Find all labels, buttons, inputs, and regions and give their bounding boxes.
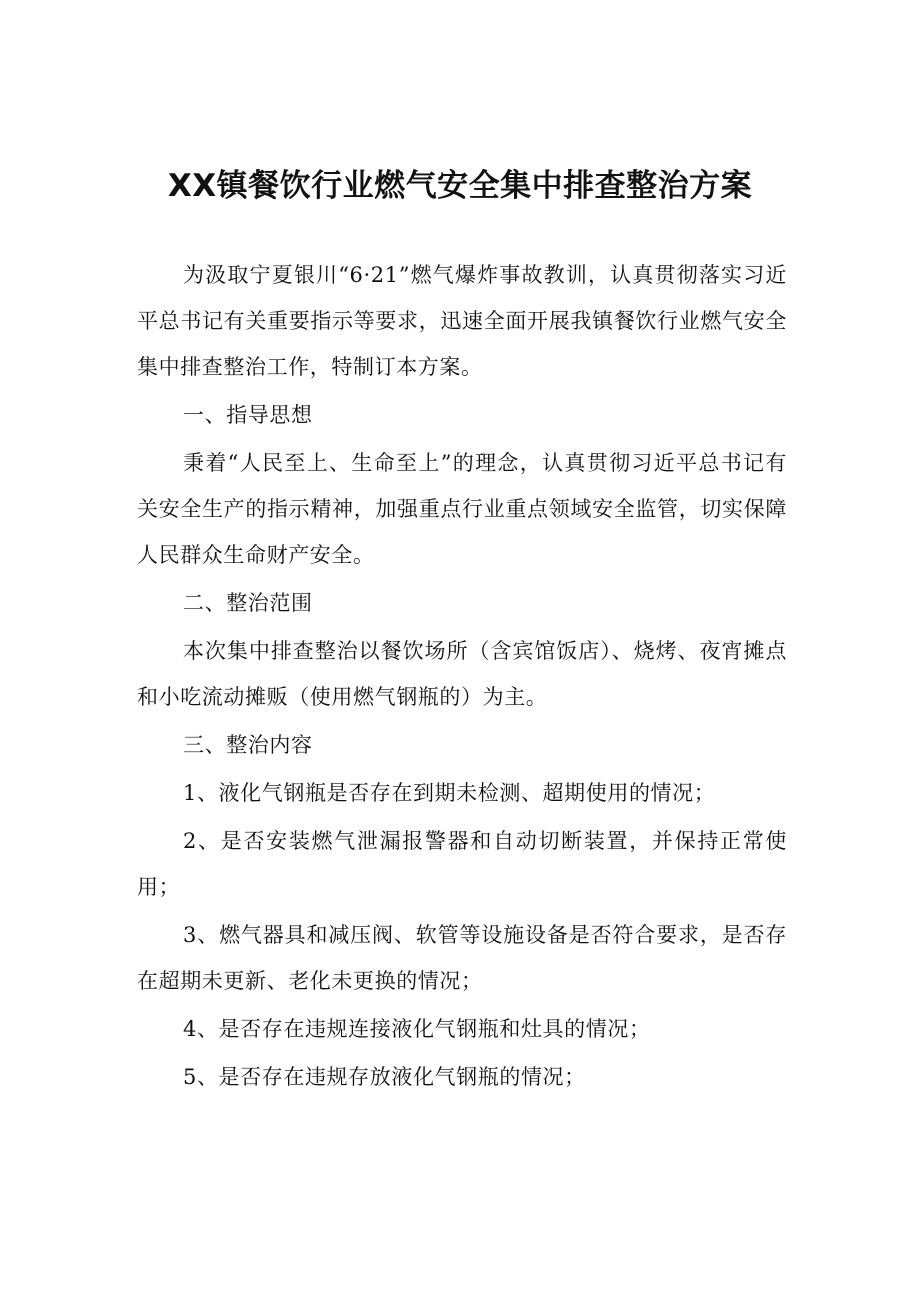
section-heading-content: 三、整治内容: [183, 733, 313, 757]
list-item-4: 4、是否存在违规连接液化气钢瓶和灶具的情况；: [183, 1017, 651, 1041]
section-heading-guiding-ideology: 一、指导思想: [183, 403, 313, 427]
paragraph-guiding-ideology: 秉着“人民至上、生命至上”的理念，认真贯彻习近平总书记有关安全生产的指示精神，加强重点行业重点领域安全监管，切实保障人民群众生命财产安全。: [137, 451, 787, 567]
list-item-5: 5、是否存在违规存放液化气钢瓶的情况；: [183, 1065, 586, 1089]
list-item-2: 2、是否安装燃气泄漏报警器和自动切断装置，并保持正常使用；: [137, 829, 787, 899]
list-item-1: 1、液化气钢瓶是否存在到期未检测、超期使用的情况；: [183, 781, 716, 805]
page-title: XX镇餐饮行业燃气安全集中排查整治方案: [167, 168, 753, 204]
paragraph-intro: 为汲取宁夏银川“6·21”燃气爆炸事故教训，认真贯彻落实习近平总书记有关重要指示等要求，迅速全面开展我镇餐饮行业燃气安全集中排查整治工作，特制订本方案。: [137, 263, 787, 379]
list-item-3: 3、燃气器具和减压阀、软管等设施设备是否符合要求，是否存在超期未更新、老化未更换的情况；: [137, 923, 787, 993]
document-body: [137, 252, 787, 1102]
section-heading-scope: 二、整治范围: [183, 591, 313, 615]
paragraph-scope: 本次集中排查整治以餐饮场所（含宾馆饭店）、烧烤、夜宵摊点和小吃流动摊贩（使用燃气钢瓶的）为主。: [137, 639, 787, 709]
